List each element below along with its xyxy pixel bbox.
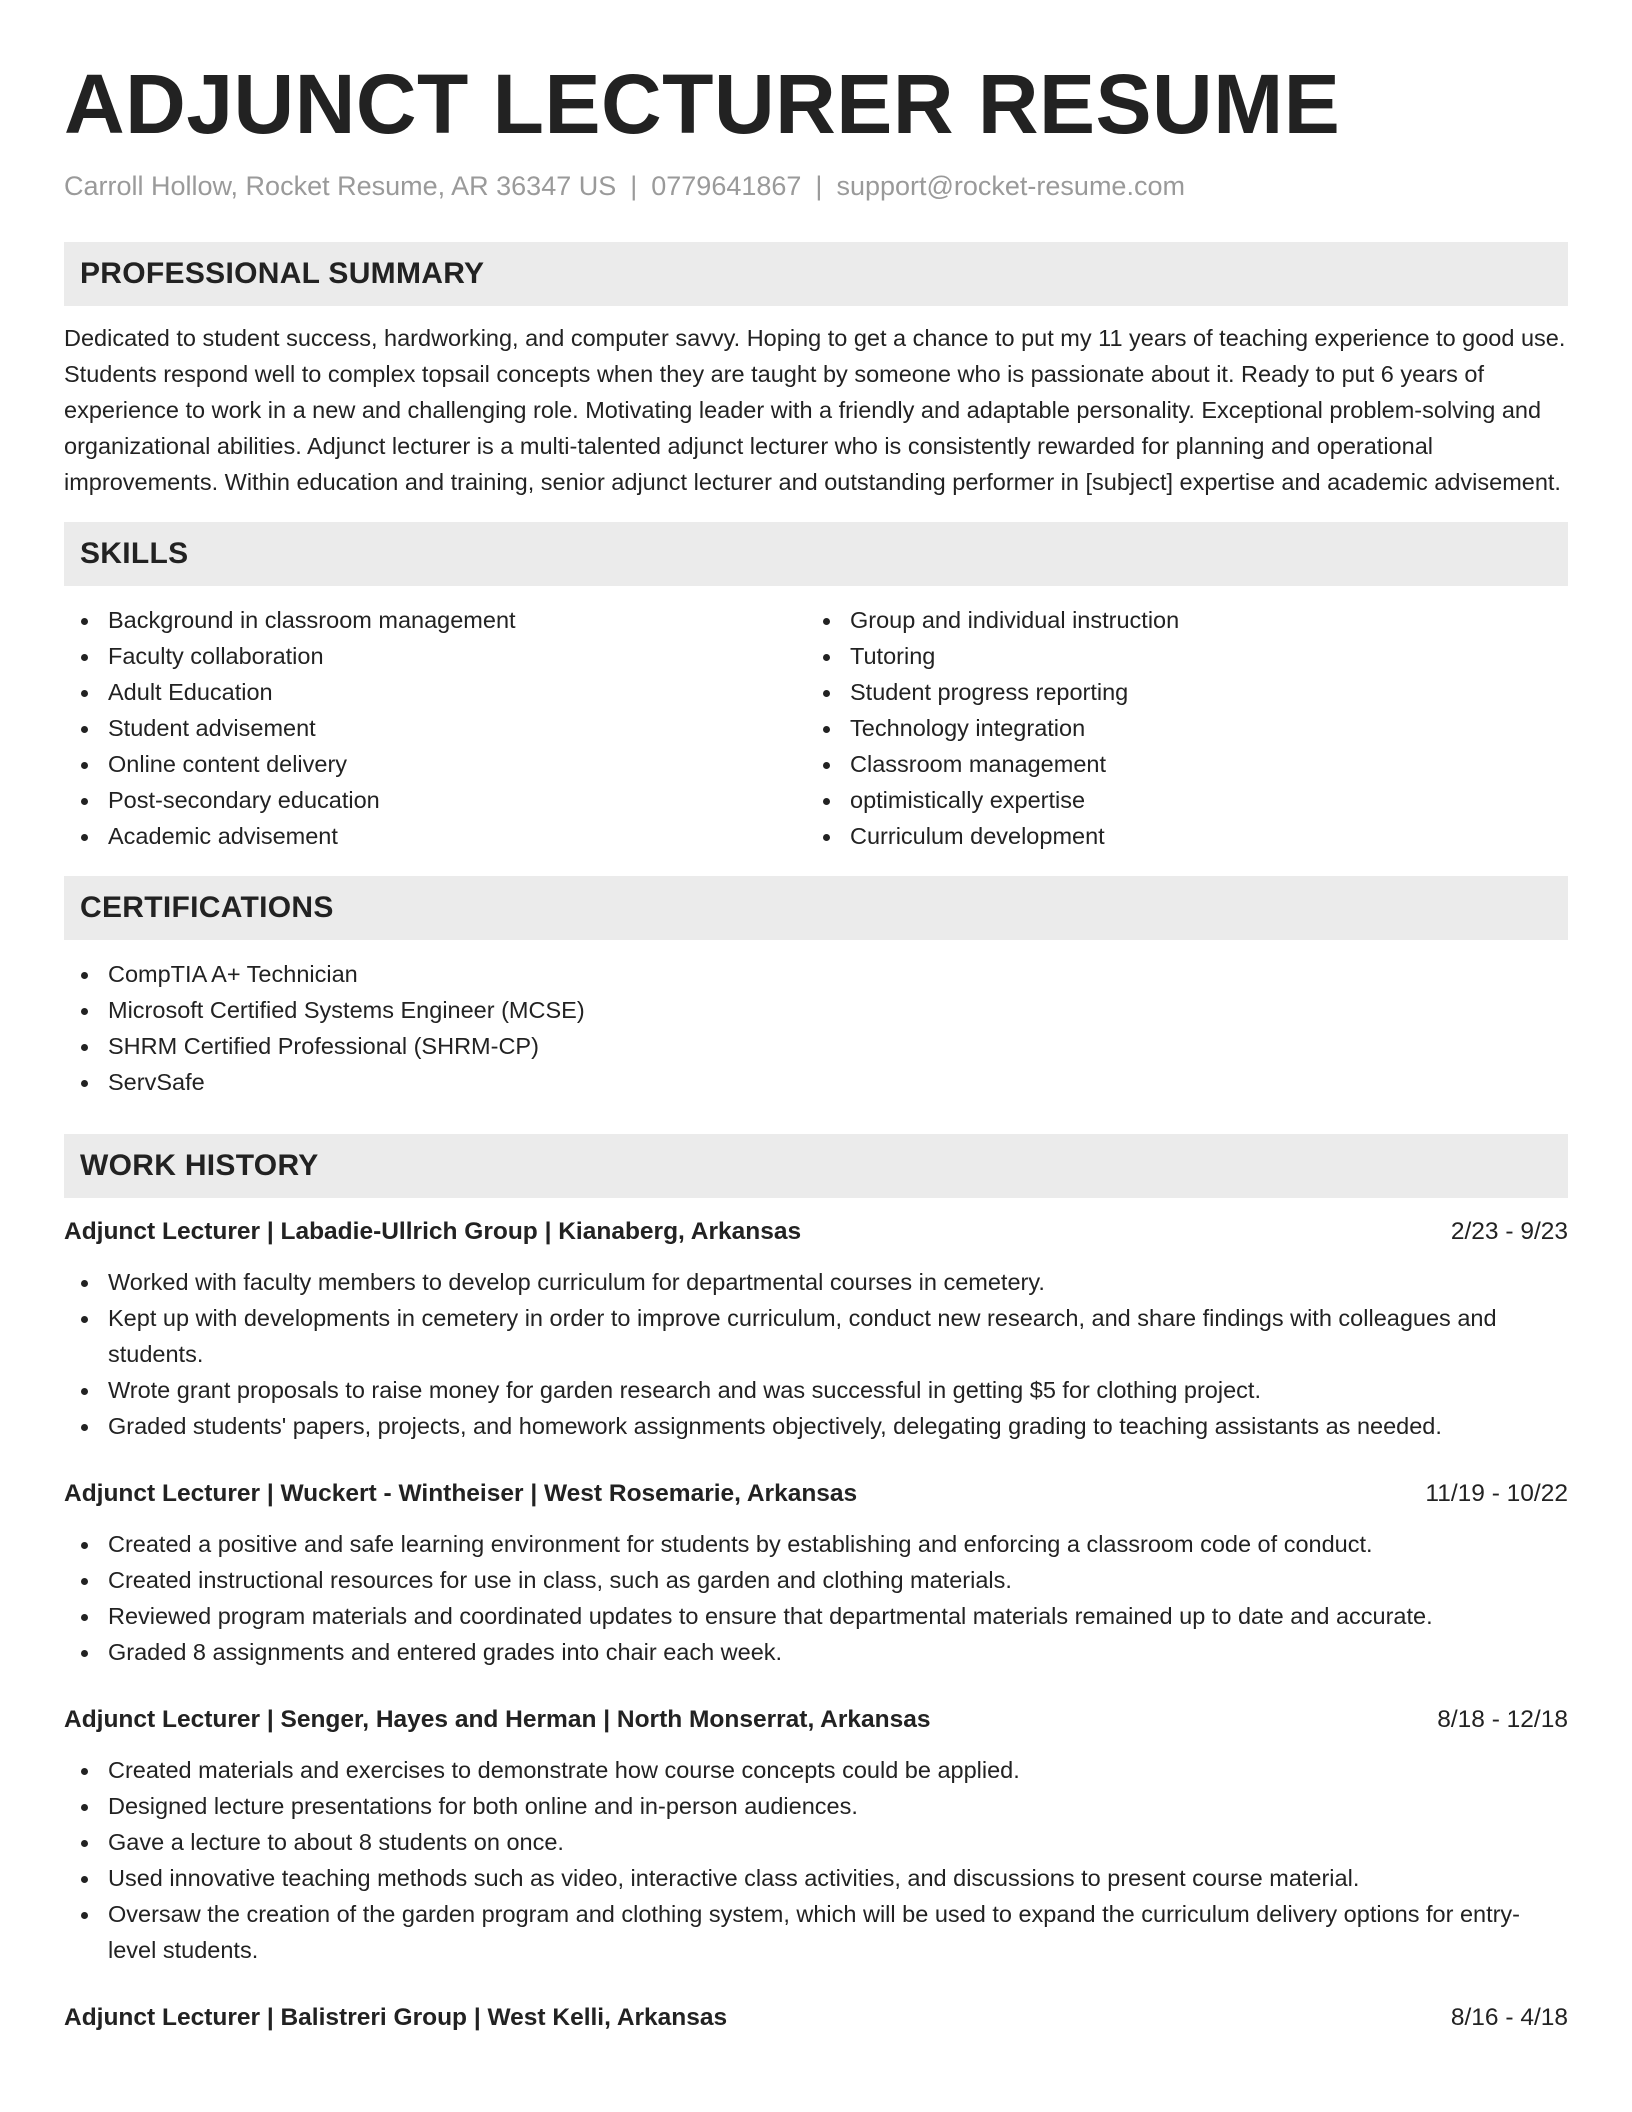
skill-item: Faculty collaboration [64,638,806,674]
resume-title: ADJUNCT LECTURER RESUME [64,57,1341,151]
job-entry [64,1214,1568,1444]
skill-item: Adult Education [64,674,806,710]
skill-item: Student advisement [64,710,806,746]
job-bullet: Graded 8 assignments and entered grades into chair each week. [64,1634,1568,1670]
job-bullet: Oversaw the creation of the garden program and clothing system, which will be used to expand the curriculum delivery options for entry-level students. [64,1896,1568,1968]
skills-list-right [806,602,1548,854]
job-bullet: Created materials and exercises to demonstrate how course concepts could be applied. [64,1752,1568,1788]
skill-item: Post-secondary education [64,782,806,818]
skills-columns [64,602,1568,854]
contact-separator: | [630,171,638,201]
contact-email: support@rocket-resume.com [836,171,1185,201]
job-bullet: Worked with faculty members to develop curriculum for departmental courses in cemetery. [64,1264,1568,1300]
job-title: Adjunct Lecturer | Labadie-Ullrich Group | Kianaberg, Arkansas [64,1218,802,1246]
job-bullets [64,1752,1568,1968]
job-bullet: Graded students' papers, projects, and homework assignments objectively, delegating grading to teaching assistants as needed. [64,1408,1568,1444]
job-bullets [64,1526,1568,1670]
job-bullet: Kept up with developments in cemetery in order to improve curriculum, conduct new research, and share findings with colleagues and students. [64,1300,1568,1372]
job-bullet: Created a positive and safe learning environment for students by establishing and enforcing a classroom code of conduct. [64,1526,1568,1562]
job-bullet: Gave a lecture to about 8 students on once. [64,1824,1568,1860]
skill-item: Academic advisement [64,818,806,854]
job-entry [64,2000,1568,2036]
summary-heading: PROFESSIONAL SUMMARY [64,242,1568,306]
job-bullet: Designed lecture presentations for both online and in-person audiences. [64,1788,1568,1824]
job-title: Adjunct Lecturer | Balistreri Group | West Kelli, Arkansas [64,2004,728,2032]
skill-item: optimistically expertise [806,782,1548,818]
summary-text: Dedicated to student success, hardworking, and computer savvy. Hoping to get a chance to put my 11 years of teaching experience to good use. Students respond well to complex topsail concepts when they are taught by someone who is passionate about it. Ready to put 6 years of experience to work in a new and challenging role. Motivating leader with a friendly and adaptable personality. Exceptional problem-solving and organizational abilities. Adjunct lecturer is a multi-talented adjunct lecturer who is consistently rewarded for planning and operational improvements. Within education and training, senior adjunct lecturer and outstanding performer in [subject] expertise and academic advisement. [64,325,1566,496]
job-title: Adjunct Lecturer | Wuckert - Wintheiser | West Rosemarie, Arkansas [64,1480,858,1508]
skill-item: Curriculum development [806,818,1548,854]
contact-phone: 0779641867 [651,171,802,201]
certification-item: Microsoft Certified Systems Engineer (MCSE) [64,992,1568,1028]
skill-item: Student progress reporting [806,674,1548,710]
certification-item: SHRM Certified Professional (SHRM-CP) [64,1028,1568,1064]
skill-item: Online content delivery [64,746,806,782]
job-bullet: Used innovative teaching methods such as video, interactive class activities, and discussions to present course material. [64,1860,1568,1896]
skills-heading: SKILLS [64,522,1568,586]
job-bullet: Wrote grant proposals to raise money for garden research and was successful in getting $5 for clothing project. [64,1372,1568,1408]
certifications-list [64,956,1568,1100]
skills-list-left [64,602,806,854]
job-dates: 8/16 - 4/18 [1450,2004,1568,2032]
job-header [64,2000,1568,2036]
certification-item: CompTIA A+ Technician [64,956,1568,992]
skill-item: Group and individual instruction [806,602,1548,638]
job-entry [64,1476,1568,1670]
skill-item: Classroom management [806,746,1548,782]
skill-item: Tutoring [806,638,1548,674]
contact-line [64,170,1568,202]
job-header [64,1476,1568,1512]
contact-address: Carroll Hollow, Rocket Resume, AR 36347 US [64,171,617,201]
job-bullets [64,1264,1568,1444]
certifications-heading: CERTIFICATIONS [64,876,1568,940]
job-bullet: Created instructional resources for use in class, such as garden and clothing materials. [64,1562,1568,1598]
certification-item: ServSafe [64,1064,1568,1100]
job-header [64,1214,1568,1250]
job-title: Adjunct Lecturer | Senger, Hayes and Herman | North Monserrat, Arkansas [64,1706,931,1734]
contact-separator: | [815,171,823,201]
job-bullet: Reviewed program materials and coordinated updates to ensure that departmental materials remained up to date and accurate. [64,1598,1568,1634]
skill-item: Technology integration [806,710,1548,746]
work-history-heading: WORK HISTORY [64,1134,1568,1198]
job-dates: 11/19 - 10/22 [1425,1480,1568,1508]
job-dates: 8/18 - 12/18 [1437,1706,1568,1734]
resume-page [64,52,1568,2036]
job-dates: 2/23 - 9/23 [1450,1218,1568,1246]
job-entry [64,1702,1568,1968]
job-header [64,1702,1568,1738]
skill-item: Background in classroom management [64,602,806,638]
